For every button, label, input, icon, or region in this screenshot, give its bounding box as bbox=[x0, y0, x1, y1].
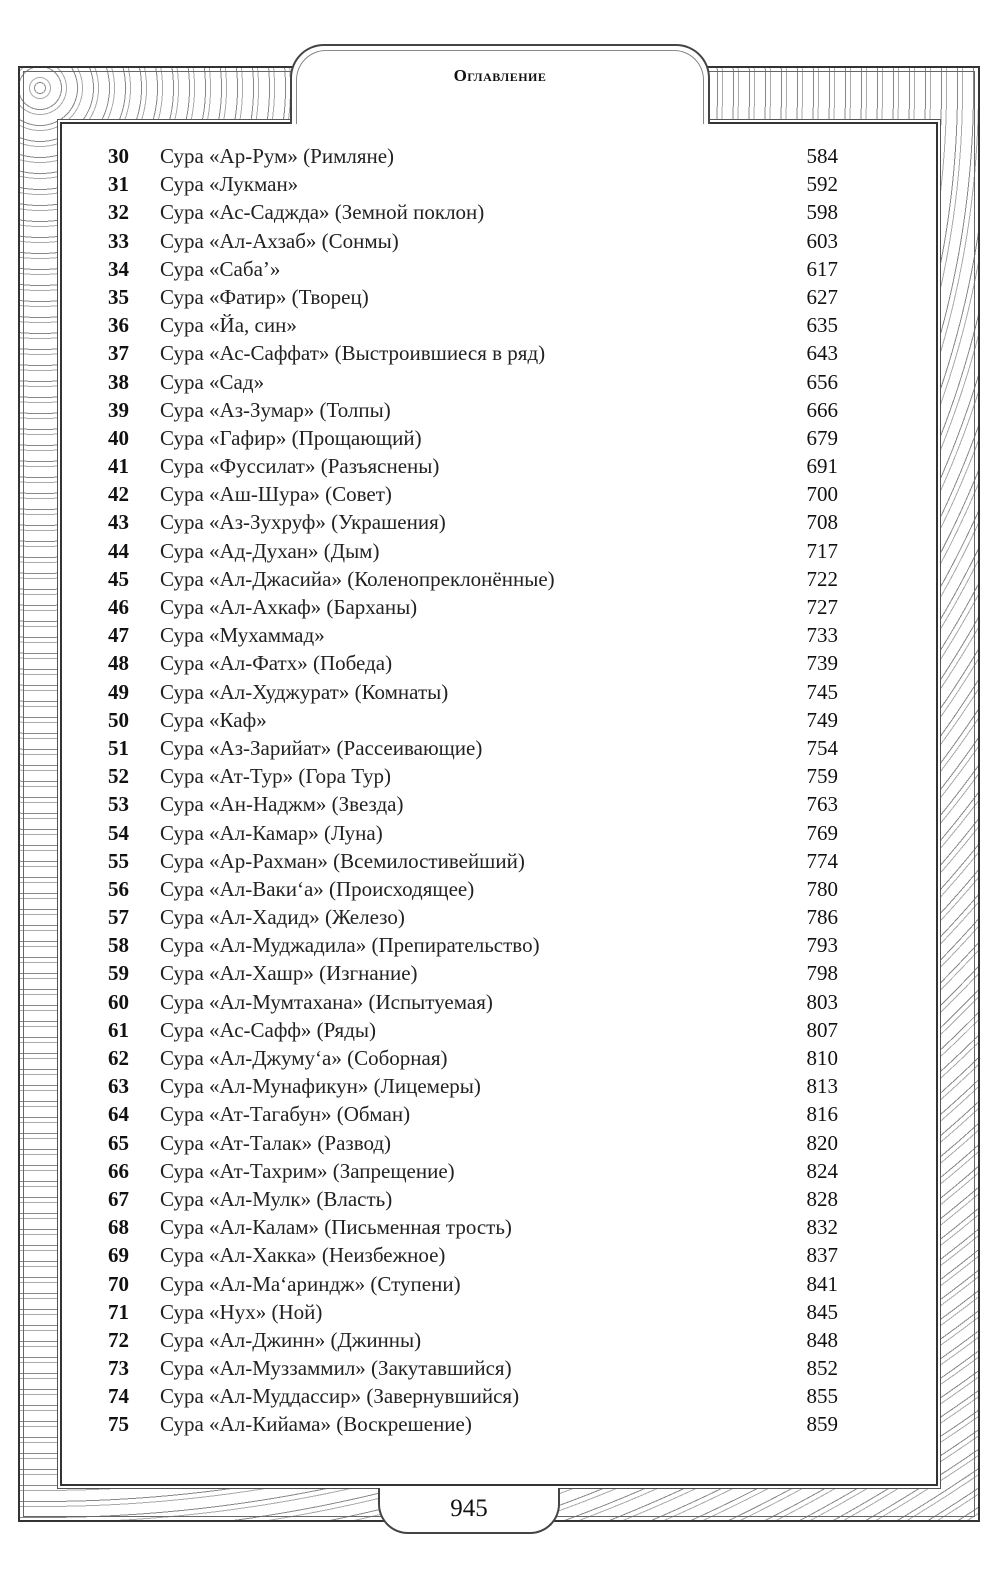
toc-entry bbox=[108, 678, 838, 706]
surah-number: 39 bbox=[108, 397, 129, 422]
surah-title: Сура «Ар-Рахман» (Всемилостивейший) bbox=[160, 848, 525, 873]
surah-number: 43 bbox=[108, 510, 129, 535]
toc-entry bbox=[108, 762, 838, 790]
page-ref: 780 bbox=[806, 876, 838, 901]
toc-entry bbox=[108, 1354, 838, 1382]
page-ref: 859 bbox=[806, 1412, 838, 1437]
surah-number: 59 bbox=[108, 961, 129, 986]
toc-entry bbox=[108, 1016, 838, 1044]
surah-number: 74 bbox=[108, 1384, 129, 1409]
page-number: 945 bbox=[450, 1495, 488, 1522]
toc-entry bbox=[108, 1044, 838, 1072]
surah-number: 67 bbox=[108, 1186, 129, 1211]
toc-entry bbox=[108, 198, 838, 226]
surah-title: Сура «Ал-Муджадила» (Препирательство) bbox=[160, 933, 540, 958]
page-ref: 774 bbox=[806, 848, 838, 873]
toc-entry bbox=[108, 1100, 838, 1128]
surah-number: 72 bbox=[108, 1327, 129, 1352]
surah-title: Сура «Аз-Зарийат» (Рассеивающие) bbox=[160, 735, 483, 760]
toc-entry bbox=[108, 424, 838, 452]
surah-title: Сура «Ал-Хакка» (Неизбежное) bbox=[160, 1243, 446, 1268]
page-ref: 733 bbox=[806, 623, 838, 648]
surah-number: 51 bbox=[108, 735, 129, 760]
surah-title: Сура «Ат-Талак» (Развод) bbox=[160, 1130, 392, 1155]
surah-number: 63 bbox=[108, 1074, 129, 1099]
surah-number: 57 bbox=[108, 905, 129, 930]
surah-title: Сура «Ал-Худжурат» (Комнаты) bbox=[160, 679, 449, 704]
surah-number: 34 bbox=[108, 256, 129, 281]
surah-title: Сура «Ал-Муддассир» (Завернувшийся) bbox=[160, 1384, 520, 1409]
surah-number: 55 bbox=[108, 848, 129, 873]
page-ref: 722 bbox=[806, 566, 838, 591]
surah-title: Сура «Ал-Ма‘ариндж» (Ступени) bbox=[160, 1271, 461, 1296]
surah-number: 50 bbox=[108, 707, 129, 732]
surah-number: 62 bbox=[108, 1046, 129, 1070]
table-of-contents bbox=[108, 142, 838, 1439]
page-ref: 855 bbox=[806, 1384, 838, 1409]
page-ref: 603 bbox=[806, 228, 838, 253]
page-ref: 745 bbox=[806, 679, 838, 704]
toc-entry bbox=[108, 1072, 838, 1100]
surah-number: 32 bbox=[108, 200, 129, 225]
surah-title: Сура «Лукман» bbox=[160, 172, 299, 197]
toc-entry bbox=[108, 1382, 838, 1410]
toc-entry bbox=[108, 283, 838, 311]
page-ref: 708 bbox=[806, 510, 838, 535]
surah-number: 61 bbox=[108, 1017, 129, 1042]
toc-entry bbox=[108, 480, 838, 508]
page-ref: 828 bbox=[806, 1186, 838, 1211]
page-ref: 754 bbox=[806, 735, 838, 760]
page-ref: 813 bbox=[806, 1074, 838, 1099]
page-ref: 584 bbox=[806, 144, 838, 168]
toc-entry bbox=[108, 396, 838, 424]
surah-title: Сура «Ат-Тагабун» (Обман) bbox=[160, 1102, 411, 1127]
page-ref: 727 bbox=[806, 595, 838, 619]
toc-entry bbox=[108, 734, 838, 762]
surah-title: Сура «Гафир» (Прощающий) bbox=[160, 425, 422, 450]
surah-number: 53 bbox=[108, 792, 129, 817]
toc-entry bbox=[108, 565, 838, 593]
surah-title: Сура «Ал-Ваки‘а» (Происходящее) bbox=[160, 876, 475, 901]
page-ref: 759 bbox=[806, 764, 838, 789]
page-ref: 598 bbox=[806, 200, 838, 225]
page-ref: 810 bbox=[806, 1046, 838, 1070]
toc-entry bbox=[108, 255, 838, 283]
surah-number: 40 bbox=[108, 425, 129, 450]
toc-entry bbox=[108, 1213, 838, 1241]
surah-number: 42 bbox=[108, 482, 129, 507]
page-ref: 627 bbox=[806, 284, 838, 309]
surah-title: Сура «Фатир» (Творец) bbox=[160, 284, 369, 309]
page-ref: 793 bbox=[806, 933, 838, 958]
surah-title: Сура «Фуссилат» (Разъяснены) bbox=[160, 454, 440, 479]
surah-title: Сура «Ал-Хадид» (Железо) bbox=[160, 905, 405, 930]
toc-entry bbox=[108, 959, 838, 987]
page-ref: 656 bbox=[806, 369, 838, 394]
page-ref: 820 bbox=[806, 1130, 838, 1155]
surah-title: Сура «Каф» bbox=[160, 707, 267, 732]
surah-title: Сура «Ат-Тахрим» (Запрещение) bbox=[160, 1158, 455, 1183]
toc-entry bbox=[108, 706, 838, 734]
toc-entry bbox=[108, 1326, 838, 1354]
surah-number: 46 bbox=[108, 595, 129, 619]
surah-title: Сура «Ал-Мумтахана» (Испытуемая) bbox=[160, 989, 493, 1014]
surah-title: Сура «Ад-Духан» (Дым) bbox=[160, 538, 380, 563]
toc-entry bbox=[108, 988, 838, 1016]
surah-number: 71 bbox=[108, 1299, 129, 1324]
surah-title: Сура «Ан-Наджм» (Звезда) bbox=[160, 792, 404, 817]
surah-number: 65 bbox=[108, 1130, 129, 1155]
page-title: Оглавление bbox=[453, 66, 547, 85]
toc-entry bbox=[108, 847, 838, 875]
surah-number: 56 bbox=[108, 876, 129, 901]
page-ref: 832 bbox=[806, 1215, 838, 1240]
page-ref: 691 bbox=[806, 454, 838, 479]
surah-number: 33 bbox=[108, 228, 129, 253]
surah-title: Сура «Ал-Мунафикун» (Лицемеры) bbox=[160, 1074, 481, 1099]
surah-title: Сура «Ал-Кийама» (Воскрешение) bbox=[160, 1412, 472, 1437]
page-ref: 749 bbox=[806, 707, 838, 732]
toc-entry bbox=[108, 508, 838, 536]
toc-entry bbox=[108, 537, 838, 565]
surah-title: Сура «Ал-Хашр» (Изгнание) bbox=[160, 961, 418, 986]
surah-title: Сура «Ал-Ахзаб» (Сонмы) bbox=[160, 228, 399, 253]
page-ref: 786 bbox=[806, 905, 838, 930]
toc-entry bbox=[108, 339, 838, 367]
page-ref: 717 bbox=[806, 538, 838, 563]
surah-title: Сура «Аз-Зумар» (Толпы) bbox=[160, 397, 391, 422]
page-ref: 837 bbox=[806, 1243, 838, 1268]
toc-entry bbox=[108, 311, 838, 339]
surah-number: 37 bbox=[108, 341, 129, 366]
surah-number: 41 bbox=[108, 454, 129, 479]
toc-entry bbox=[108, 875, 838, 903]
toc-entry bbox=[108, 819, 838, 847]
page-ref: 852 bbox=[806, 1356, 838, 1381]
surah-title: Сура «Мухаммад» bbox=[160, 623, 325, 648]
toc-entry bbox=[108, 593, 838, 621]
page-ref: 816 bbox=[806, 1102, 838, 1127]
page-ref: 700 bbox=[806, 482, 838, 507]
surah-title: Сура «Ал-Фатх» (Победа) bbox=[160, 651, 393, 676]
page-ref: 635 bbox=[806, 313, 838, 338]
surah-number: 35 bbox=[108, 284, 129, 309]
surah-title: Сура «Аз-Зухруф» (Украшения) bbox=[160, 510, 446, 535]
page-ref: 739 bbox=[806, 651, 838, 676]
surah-title: Сура «Ал-Джуму‘а» (Соборная) bbox=[160, 1046, 448, 1070]
surah-number: 75 bbox=[108, 1412, 129, 1437]
surah-number: 54 bbox=[108, 820, 129, 845]
surah-title: Сура «Ал-Камар» (Луна) bbox=[160, 820, 383, 845]
toc-entry bbox=[108, 368, 838, 396]
surah-number: 48 bbox=[108, 651, 129, 676]
surah-title: Сура «Ал-Джасийа» (Коленопреклонённые) bbox=[160, 566, 555, 591]
surah-title: Сура «Ал-Муззаммил» (Закутавшийся) bbox=[160, 1356, 512, 1381]
surah-number: 69 bbox=[108, 1243, 129, 1268]
page-ref: 803 bbox=[806, 989, 838, 1014]
surah-number: 52 bbox=[108, 764, 129, 789]
surah-number: 64 bbox=[108, 1102, 129, 1127]
surah-number: 38 bbox=[108, 369, 129, 394]
surah-number: 47 bbox=[108, 623, 129, 648]
toc-entry bbox=[108, 903, 838, 931]
page-ref: 841 bbox=[806, 1271, 838, 1296]
surah-number: 30 bbox=[108, 144, 129, 168]
surah-title: Сура «Ар-Рум» (Римляне) bbox=[160, 144, 395, 168]
page-ref: 807 bbox=[806, 1017, 838, 1042]
surah-number: 36 bbox=[108, 313, 129, 338]
toc-entry bbox=[108, 649, 838, 677]
page-ref: 763 bbox=[806, 792, 838, 817]
surah-title: Сура «Ал-Калам» (Письменная трость) bbox=[160, 1215, 512, 1240]
surah-number: 44 bbox=[108, 538, 129, 563]
surah-title: Сура «Ал-Мулк» (Власть) bbox=[160, 1186, 393, 1211]
page-ref: 679 bbox=[806, 425, 838, 450]
page-ref: 666 bbox=[806, 397, 838, 422]
toc-entry bbox=[108, 790, 838, 818]
toc-entry bbox=[108, 227, 838, 255]
page-ref: 592 bbox=[806, 172, 838, 197]
surah-title: Сура «Сад» bbox=[160, 369, 265, 394]
toc-entry bbox=[108, 1129, 838, 1157]
surah-number: 60 bbox=[108, 989, 129, 1014]
surah-number: 68 bbox=[108, 1215, 129, 1240]
surah-title: Сура «Нух» (Ной) bbox=[160, 1299, 323, 1324]
surah-title: Сура «Ал-Джинн» (Джинны) bbox=[160, 1327, 422, 1352]
toc-entry bbox=[108, 1241, 838, 1269]
page-ref: 617 bbox=[806, 256, 838, 281]
toc-entry bbox=[108, 931, 838, 959]
page-ref: 824 bbox=[806, 1158, 838, 1183]
toc-entry bbox=[108, 1298, 838, 1326]
page-ref: 798 bbox=[806, 961, 838, 986]
surah-number: 45 bbox=[108, 566, 129, 591]
surah-number: 31 bbox=[108, 172, 129, 197]
surah-number: 49 bbox=[108, 679, 129, 704]
surah-number: 73 bbox=[108, 1356, 129, 1381]
surah-title: Сура «Ас-Сафф» (Ряды) bbox=[160, 1017, 376, 1042]
surah-title: Сура «Ас-Саджда» (Земной поклон) bbox=[160, 200, 485, 225]
surah-number: 66 bbox=[108, 1158, 129, 1183]
toc-entry bbox=[108, 1410, 838, 1438]
surah-number: 70 bbox=[108, 1271, 129, 1296]
surah-title: Сура «Йа, син» bbox=[160, 313, 297, 338]
toc-entry bbox=[108, 1157, 838, 1185]
surah-title: Сура «Аш-Шура» (Совет) bbox=[160, 482, 392, 507]
surah-title: Сура «Ат-Тур» (Гора Тур) bbox=[160, 764, 392, 789]
page-ref: 848 bbox=[806, 1327, 838, 1352]
toc-entry bbox=[108, 1185, 838, 1213]
toc-entry bbox=[108, 170, 838, 198]
toc-entry bbox=[108, 142, 838, 170]
surah-title: Сура «Ал-Ахкаф» (Барханы) bbox=[160, 595, 418, 619]
surah-title: Сура «Саба’» bbox=[160, 256, 281, 281]
page-ref: 769 bbox=[806, 820, 838, 845]
page-ref: 845 bbox=[806, 1299, 838, 1324]
surah-number: 58 bbox=[108, 933, 129, 958]
toc-entry bbox=[108, 621, 838, 649]
page-ref: 643 bbox=[806, 341, 838, 366]
toc-entry bbox=[108, 452, 838, 480]
toc-entry bbox=[108, 1270, 838, 1298]
surah-title: Сура «Ас-Саффат» (Выстроившиеся в ряд) bbox=[160, 341, 546, 366]
